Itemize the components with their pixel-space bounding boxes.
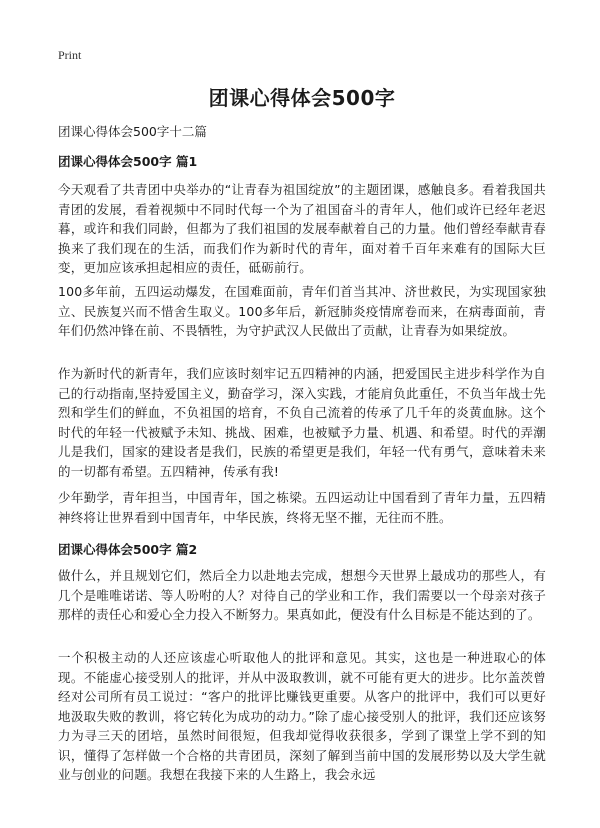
section-2-paragraph-1: 做什么，并且规划它们，然后全力以赴地去完成，想想今天世界上最成功的那些人，有几个是唯唯诺诺、等人吩咐的人？对待自己的学业和工作，我们需要以一个母亲对孩子那样的责任心和爱心全力投入不断努力。果真如此，便没有什么目标是不能达到的了。	[58, 568, 546, 622]
print-label: Print	[58, 48, 82, 62]
section-1-paragraph-2: 100多年前，五四运动爆发，在国难面前，青年们首当其冲、济世救民，为实现国家独立、民族复兴而不惜舍生取义。100多年后，新冠肺炎疫情席卷而来，在病毒面前，青年们仍然冲锋在前、不畏牺牲，为守护武汉人民做出了贡献，让青春为如果绽放。	[58, 284, 546, 338]
section-1-paragraph-4: 少年勤学，青年担当，中国青年，国之栋梁。五四运动让中国看到了青年力量，五四精神终将让世界看到中国青年，中华民族，终将无坚不摧，无往而不胜。	[58, 490, 546, 525]
section-1-paragraph-1: 今天观看了共青团中央举办的“让青春为祖国绽放”的主题团课，感触良多。看着我国共青团的发展，看着视频中不同时代每一个为了祖国奋斗的青年人，他们或许已经年老迟暮，或许和我们同龄，但都为了我们祖国的发展奉献着自己的力量。他们曾经奉献青春换来了我们现在的生活，而我们作为新时代的青年，面对着千百年来难有的国际大巨变，更加应该承担起相应的责任，砥砺前行。	[58, 182, 546, 275]
section-2-paragraph-2: 一个积极主动的人还应该虚心听取他人的批评和意见。其实，这也是一种进取心的体现。不能虚心接受别人的批评，并从中汲取教训，就不可能有更大的进步。比尔盖茨曾经对公司所有员工说过：“客户的批评比赚钱更重要。从客户的批评中，我们可以更好地汲取失败的教训，将它转化为成功的动力。”除了虚心接受别人的批评，我们还应该努力为寻三天的团培，虽然时间很短，但我却觉得收获很多，学到了课堂上学不到的知识，懂得了怎样做一个合格的共青团员，深刻了解到当前中国的发展形势以及大学生就业与创业的问题。我想在我接下来的人生路上，我会永远	[58, 650, 546, 782]
document-title: 团课心得体会500字	[208, 86, 396, 110]
section-heading-2: 团课心得体会500字 篇2	[58, 542, 198, 557]
document-subtitle: 团课心得体会500字十二篇	[58, 124, 207, 139]
section-heading-1: 团课心得体会500字 篇1	[58, 154, 198, 169]
section-1-paragraph-3: 作为新时代的新青年，我们应该时刻牢记五四精神的内涵，把爱国民主进步科学作为自己的行动指南,坚持爱国主义，勤奋学习，深入实践，才能肩负此重任，不负当年战士先烈和学生们的鲜血，不负祖国的培育，不负自己流着的传承了几千年的炎黄血脉。这个时代的年轻一代被赋予未知、挑战、困难，也被赋予力量、机遇、和希望。时代的弄潮儿是我们，国家的建设者是我们，民族的希望更是我们，年轻一代有勇气，意味着未来的一切都有希望。五四精神，传承有我!	[58, 366, 546, 479]
